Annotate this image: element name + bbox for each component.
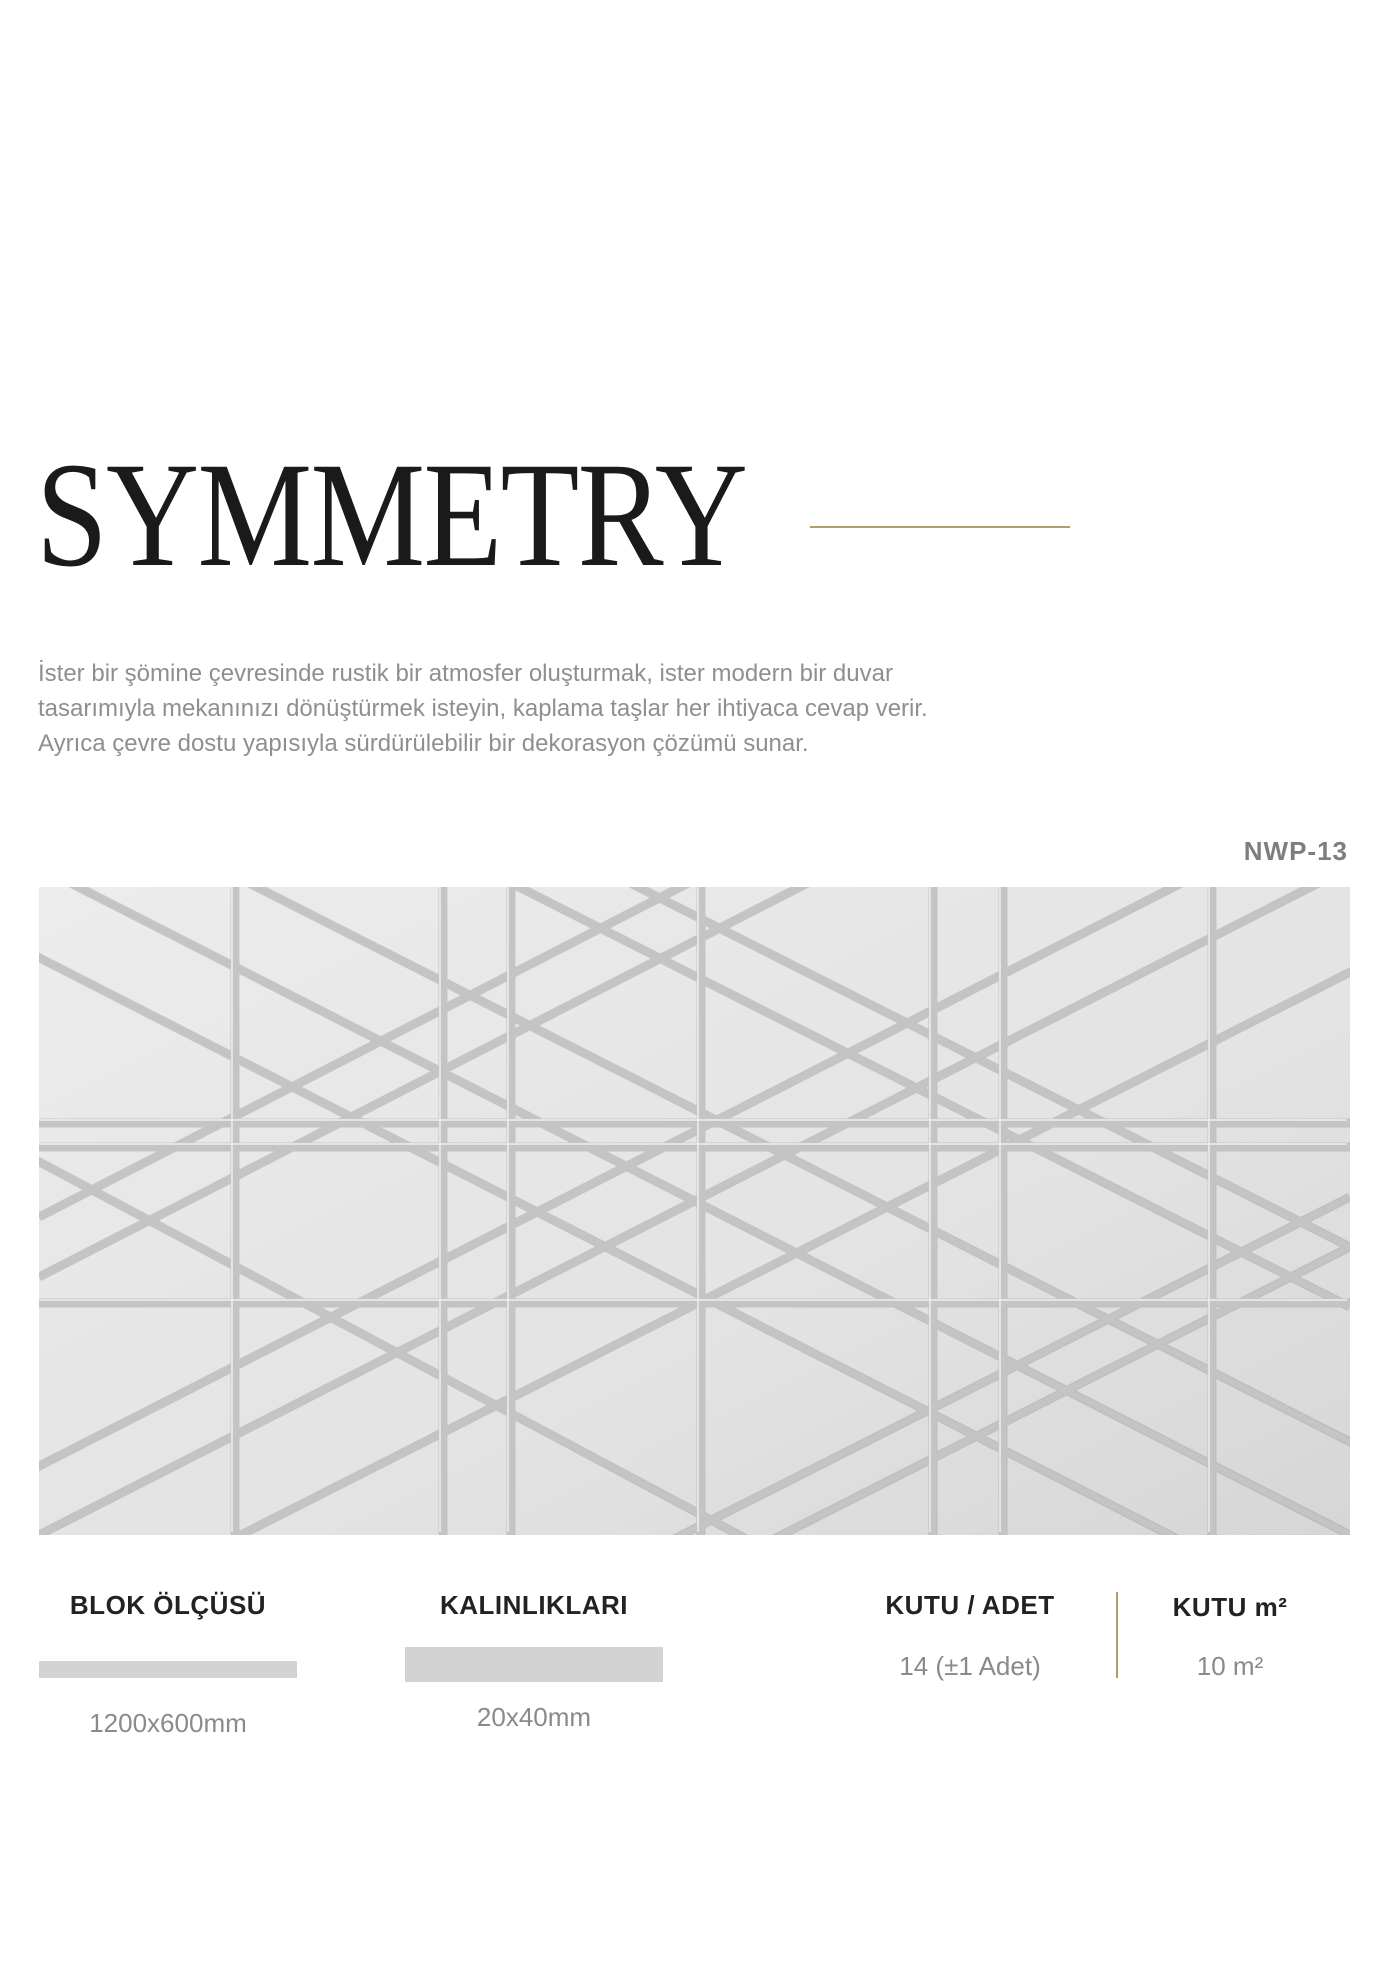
thickness-bar: [405, 1647, 663, 1682]
spec-box-area-label: KUTU m²: [1172, 1592, 1288, 1622]
page-title: SYMMETRY: [36, 432, 747, 598]
product-code: NWP-13: [1243, 836, 1348, 866]
spec-block-size-value: 1200x600mm: [89, 1708, 247, 1738]
spec-thickness-value: 20x40mm: [476, 1702, 592, 1732]
spec-box-count: [860, 1590, 1080, 1682]
title-accent-rule: [810, 526, 1070, 528]
description-line: İster bir şömine çevresinde rustik bir atmosfer oluşturmak, ister modern bir duvar: [38, 660, 893, 687]
spec-box-count-label: KUTU / ADET: [885, 1590, 1055, 1620]
block-size-bar: [39, 1661, 297, 1678]
wall-panel-image: [39, 887, 1350, 1535]
spec-block-size-label: BLOK ÖLÇÜSÜ: [69, 1590, 267, 1620]
description-line: Ayrıca çevre dostu yapısıyla sürdürülebilir bir dekorasyon çözümü sunar.: [38, 730, 809, 757]
product-description: [38, 656, 1038, 761]
spec-box-area: [1140, 1592, 1320, 1682]
panel-pattern: [39, 887, 1350, 1535]
description-line: tasarımıyla mekanınızı dönüştürmek isteyin, kaplama taşlar her ihtiyaca cevap verir.: [38, 695, 928, 722]
spec-divider: [1116, 1592, 1118, 1678]
spec-box-area-value: 10 m²: [1196, 1651, 1264, 1681]
spec-block-size: [39, 1590, 297, 1739]
spec-thickness-label: KALINLIKLARI: [440, 1590, 628, 1620]
spec-box-count-value: 14 (±1 Adet): [899, 1651, 1041, 1681]
spec-thickness: [405, 1590, 663, 1733]
